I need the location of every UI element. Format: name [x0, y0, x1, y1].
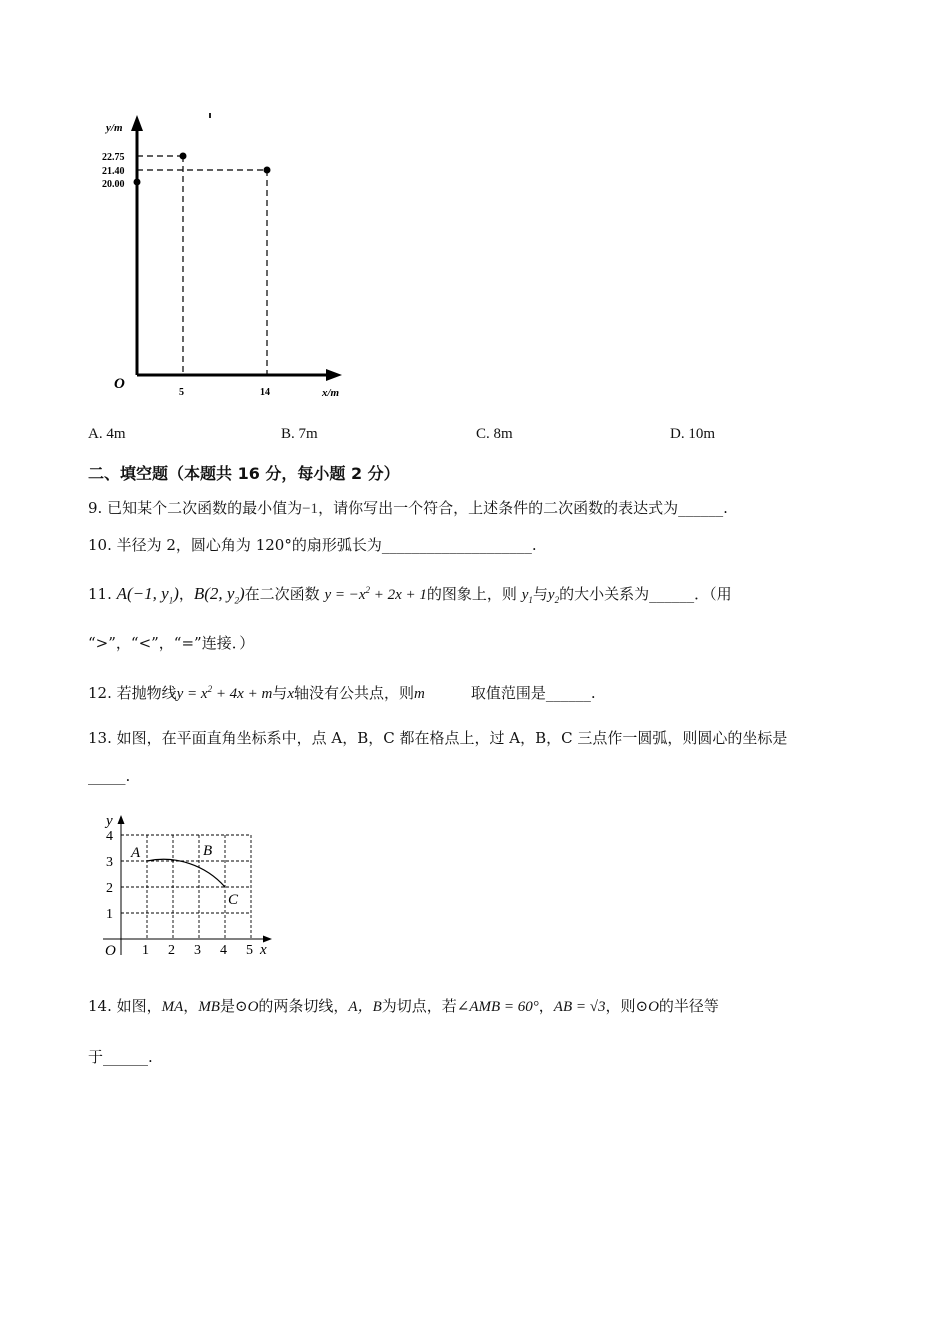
q14-ab: AB = √3 — [553, 999, 606, 1015]
q14-ma: MA — [161, 999, 184, 1015]
q14-pre: 14. 如图， — [88, 997, 162, 1015]
q12-m: m — [414, 686, 425, 702]
question-13: 13. 如图，在平面直角坐标系中，点 A，B，C 都在格点上，过 A，B，C 三点作一圆弧，则圆心的坐标是 — [88, 729, 788, 747]
q12-x: x — [287, 686, 294, 702]
point-c-label: C — [228, 892, 239, 908]
q14-mid3: 为切点，若 — [381, 997, 457, 1015]
option-c: C. 8m — [476, 426, 513, 442]
q14-circle-o2: ⊙O — [635, 999, 659, 1015]
q14-sep: ， — [183, 997, 199, 1015]
q11-function: $y = -x^2 + 2x + 1$ — [324, 585, 427, 603]
q11-point-a: A(−1, $y_1$) — [116, 584, 179, 606]
x-tick-1: 1 — [142, 943, 149, 958]
y-tick-2: 2 — [106, 881, 113, 896]
q12-function: $y = x^2 + 4x + m$ — [176, 684, 273, 702]
x-tick-2: 2 — [168, 943, 175, 958]
x-tick-14: 14 — [260, 387, 270, 398]
point-peak — [180, 153, 187, 160]
y-axis-arrow — [118, 815, 125, 824]
x-tick-5: 5 — [179, 387, 184, 398]
q12-pre: 12. 若抛物线 — [88, 684, 177, 702]
q11-y2: $y_2$ — [547, 587, 560, 605]
q14-mid1: 是 — [219, 997, 235, 1015]
height-graph — [100, 105, 360, 405]
point-end — [264, 167, 271, 174]
stray-mark — [209, 113, 211, 118]
q14-tail: 的半径等 — [658, 997, 719, 1015]
q11-and: 与 — [532, 585, 548, 603]
q9-math: −1 — [302, 501, 319, 517]
question-11 — [88, 579, 732, 611]
y-tick-1: 1 — [106, 907, 113, 922]
option-a: A. 4m — [88, 426, 126, 442]
x-label: x — [260, 942, 267, 958]
arc-abc — [147, 859, 225, 887]
point-start — [134, 179, 141, 186]
y-tick-20-00: 20.00 — [102, 179, 125, 190]
y-label: y — [106, 813, 113, 829]
question-14 — [88, 995, 719, 1018]
q11-point-b: B(2, $y_2$) — [193, 584, 245, 606]
y-tick-21-40: 21.40 — [102, 166, 125, 177]
q12-mid2: 轴没有公共点，则 — [293, 684, 414, 702]
q14-mid2: 的两条切线， — [258, 997, 349, 1015]
y-axis-label: y/m — [106, 122, 123, 134]
y-tick-4: 4 — [106, 829, 113, 844]
q11-comma: ， — [178, 585, 194, 603]
question-14-line2: 于______. — [88, 1048, 153, 1066]
x-axis-label: x/m — [322, 387, 340, 399]
section-title: 二、填空题（本题共 16 分，每小题 2 分） — [88, 464, 400, 483]
q11-y1: $y_1$ — [521, 587, 533, 605]
origin-label: O — [114, 376, 125, 392]
x-axis-arrow — [326, 369, 342, 381]
q11-mid1: 在二次函数 — [244, 585, 320, 603]
x-tick-5: 5 — [246, 943, 253, 958]
q12-tail: 取值范围是______. — [470, 684, 596, 702]
q12-mid: 与 — [272, 684, 288, 702]
q14-ab-points: A，B — [348, 999, 382, 1015]
option-b: B. 7m — [281, 426, 318, 442]
origin-label: O — [105, 943, 116, 959]
q9-post: ，请你写出一个符合，上述条件的二次函数的表达式为______. — [318, 499, 728, 517]
q14-sep2: ， — [538, 997, 554, 1015]
y-axis-arrow — [131, 115, 143, 131]
question-12 — [88, 678, 596, 705]
point-a-label: A — [131, 845, 141, 861]
arc-grid-graph — [95, 810, 285, 960]
question-9 — [88, 497, 728, 520]
q14-mid4: ，则 — [605, 997, 636, 1015]
question-11-line2: “>”，“<”，“=”连接．） — [88, 634, 255, 652]
q11-mid2: 的图象上，则 — [426, 585, 517, 603]
q14-angle: ∠AMB = 60° — [456, 999, 539, 1015]
q14-circle-o: ⊙O — [235, 999, 259, 1015]
x-tick-3: 3 — [194, 943, 201, 958]
q11-num: 11. — [88, 585, 112, 603]
option-d: D. 10m — [670, 426, 715, 442]
y-tick-22-75: 22.75 — [102, 152, 125, 163]
q11-tail: 的大小关系为______．（用 — [559, 585, 732, 603]
question-13-line2: _____. — [88, 767, 131, 785]
q14-mb: MB — [198, 999, 220, 1015]
question-10: 10. 半径为 2，圆心角为 120°的扇形弧长为____________________. — [88, 536, 537, 554]
y-tick-3: 3 — [106, 855, 113, 870]
q9-pre: 9. 已知某个二次函数的最小值为 — [88, 499, 303, 517]
x-tick-4: 4 — [220, 943, 227, 958]
point-b-label: B — [203, 843, 213, 859]
